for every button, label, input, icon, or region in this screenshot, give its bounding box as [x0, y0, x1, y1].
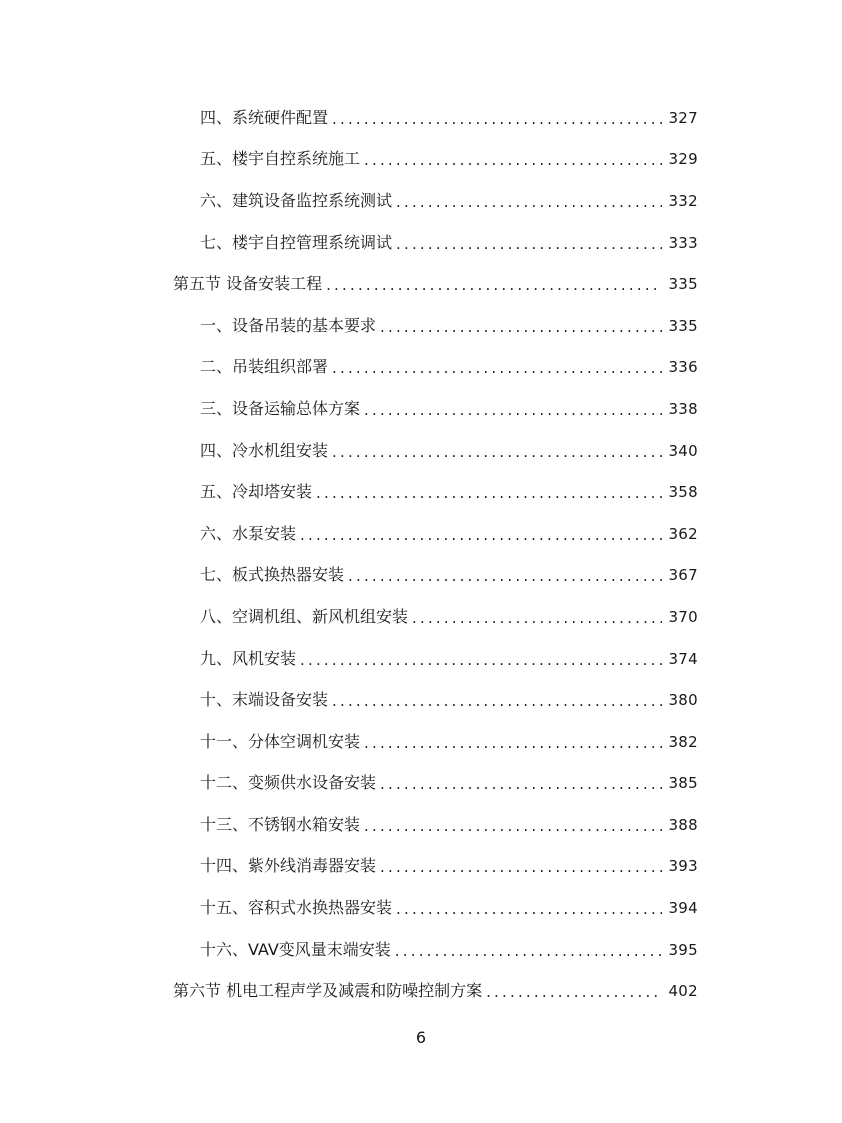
toc-entry-page-number: 385 [668, 774, 698, 793]
toc-entry-title: 四、系统硬件配置 [200, 107, 329, 127]
toc-dot-leader [396, 899, 662, 919]
toc-entry-page-number: 393 [668, 857, 698, 876]
toc-entry-page-number: 374 [668, 649, 698, 668]
toc-entry[interactable] [0, 887, 842, 929]
table-of-contents [0, 97, 842, 1012]
toc-dot-leader [364, 150, 662, 170]
page-number: 6 [415, 1028, 427, 1047]
toc-entry-title: 七、楼宇自控管理系统调试 [200, 232, 393, 252]
toc-entry-page-number: 340 [668, 441, 698, 460]
toc-entry-page-number: 362 [668, 524, 698, 543]
toc-entry[interactable] [0, 721, 842, 763]
toc-dot-leader [380, 774, 662, 794]
toc-entry-title: 六、建筑设备监控系统测试 [200, 190, 393, 210]
toc-entry-page-number: 402 [668, 982, 698, 1001]
toc-entry-page-number: 358 [668, 483, 698, 502]
toc-entry-page-number: 382 [668, 732, 698, 751]
toc-entry-title: 第六节 机电工程声学及减震和防噪控制方案 [173, 981, 483, 1001]
toc-entry-page-number: 336 [668, 358, 698, 377]
toc-entry-title: 十五、容积式水换热器安装 [200, 898, 393, 918]
toc-entry-page-number: 335 [668, 316, 698, 335]
toc-dot-leader [396, 192, 662, 212]
toc-entry-title: 五、楼宇自控系统施工 [200, 149, 361, 169]
toc-entry-title: 三、设备运输总体方案 [200, 398, 361, 418]
toc-entry-page-number: 388 [668, 815, 698, 834]
toc-dot-leader [412, 608, 662, 628]
toc-entry[interactable] [0, 929, 842, 971]
toc-entry-page-number: 394 [668, 899, 698, 918]
toc-dot-leader [332, 358, 662, 378]
toc-entry-page-number: 338 [668, 399, 698, 418]
toc-entry-title: 一、设备吊装的基本要求 [200, 315, 377, 335]
toc-dot-leader [364, 816, 662, 836]
toc-entry[interactable] [0, 347, 842, 389]
toc-entry[interactable] [0, 97, 842, 139]
toc-dot-leader [332, 109, 662, 129]
toc-entry-title: 七、板式换热器安装 [200, 565, 345, 585]
toc-entry-page-number: 370 [668, 607, 698, 626]
toc-dot-leader [300, 650, 662, 670]
toc-dot-leader [380, 317, 662, 337]
toc-entry-title: 六、水泵安装 [200, 523, 297, 543]
toc-dot-leader [332, 442, 662, 462]
toc-dot-leader [486, 982, 662, 1002]
toc-entry[interactable] [0, 804, 842, 846]
toc-entry[interactable] [0, 513, 842, 555]
toc-entry[interactable] [0, 555, 842, 597]
toc-entry-title: 十一、分体空调机安装 [200, 731, 361, 751]
toc-entry-title: 第五节 设备安装工程 [173, 274, 323, 294]
toc-entry[interactable] [0, 430, 842, 472]
toc-entry-page-number: 327 [668, 108, 698, 127]
toc-dot-leader [316, 483, 662, 503]
toc-entry[interactable] [0, 305, 842, 347]
toc-section-entry[interactable] [0, 263, 842, 305]
toc-entry-page-number: 395 [668, 940, 698, 959]
toc-dot-leader [364, 400, 662, 420]
toc-entry-title: 九、风机安装 [200, 648, 297, 668]
toc-entry[interactable] [0, 388, 842, 430]
toc-entry-page-number: 329 [668, 150, 698, 169]
toc-entry-title: 十、末端设备安装 [200, 690, 329, 710]
toc-entry-page-number: 335 [668, 275, 698, 294]
toc-entry[interactable] [0, 139, 842, 181]
toc-entry-title: 八、空调机组、新风机组安装 [200, 606, 409, 626]
toc-dot-leader [395, 941, 662, 961]
toc-dot-leader [332, 691, 662, 711]
toc-entry-title: 十三、不锈钢水箱安装 [200, 814, 361, 834]
toc-entry-title: 五、冷却塔安装 [200, 482, 313, 502]
toc-entry-page-number: 367 [668, 566, 698, 585]
toc-entry[interactable] [0, 763, 842, 805]
toc-entry[interactable] [0, 471, 842, 513]
toc-entry[interactable] [0, 222, 842, 264]
toc-entry-page-number: 380 [668, 691, 698, 710]
toc-entry[interactable] [0, 596, 842, 638]
toc-entry[interactable] [0, 180, 842, 222]
toc-dot-leader [348, 566, 662, 586]
toc-dot-leader [396, 234, 662, 254]
toc-entry-title: 二、吊装组织部署 [200, 357, 329, 377]
toc-entry[interactable] [0, 638, 842, 680]
toc-dot-leader [380, 857, 662, 877]
toc-entry-title: 十二、变频供水设备安装 [200, 773, 377, 793]
toc-entry-title: 四、冷水机组安装 [200, 440, 329, 460]
toc-dot-leader [300, 525, 662, 545]
toc-entry[interactable] [0, 846, 842, 888]
toc-dot-leader [326, 275, 662, 295]
toc-entry[interactable] [0, 679, 842, 721]
toc-entry-page-number: 332 [668, 191, 698, 210]
toc-entry-title: 十六、VAV变风量末端安装 [200, 939, 391, 959]
toc-dot-leader [364, 733, 662, 753]
toc-entry-page-number: 333 [668, 233, 698, 252]
toc-section-entry[interactable] [0, 970, 842, 1012]
toc-entry-title: 十四、紫外线消毒器安装 [200, 856, 377, 876]
